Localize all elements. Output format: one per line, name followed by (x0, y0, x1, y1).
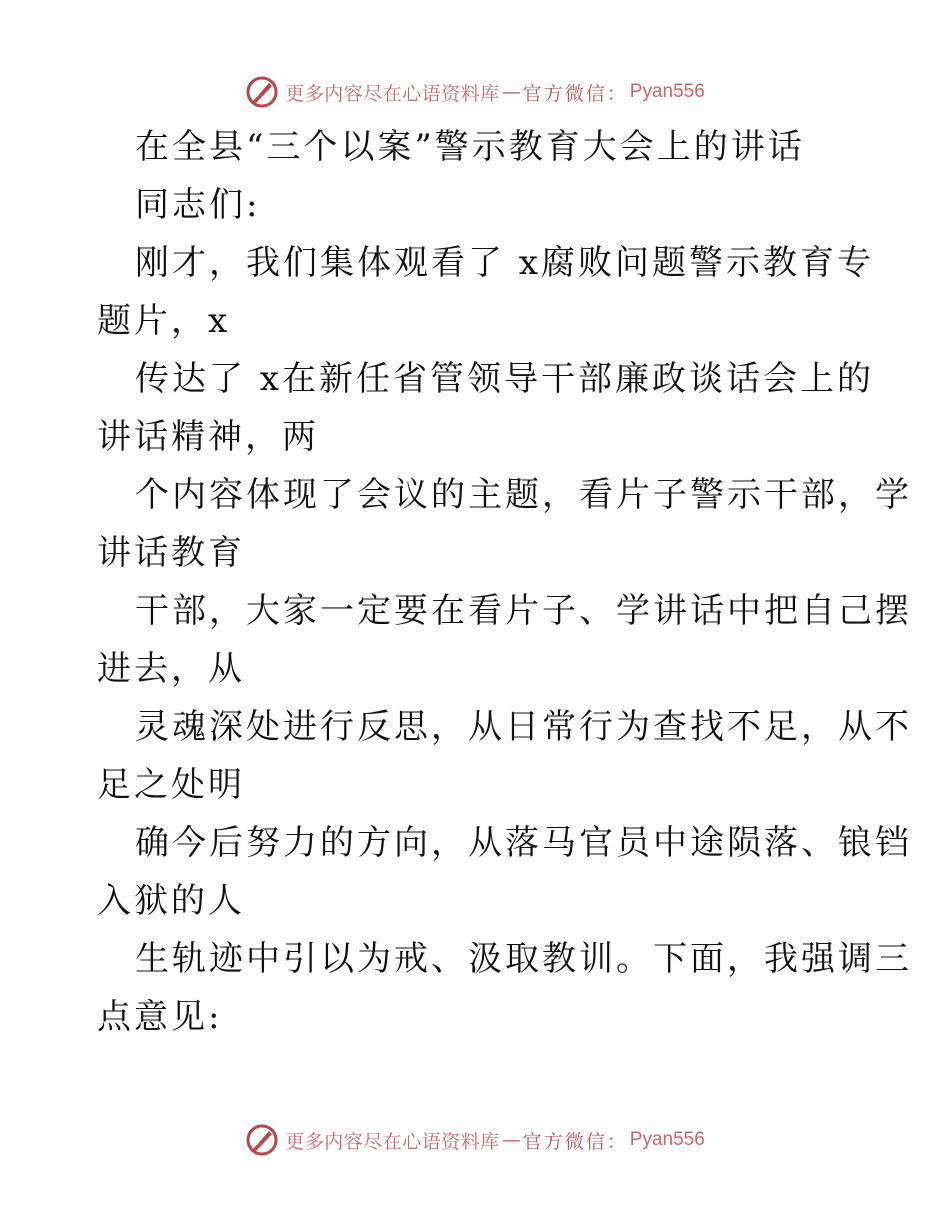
pen-logo-icon (245, 1123, 279, 1157)
paragraph-line: 入狱的人 (97, 881, 245, 921)
paragraph-line: 进去，从 (97, 649, 245, 689)
pen-logo-icon (245, 75, 279, 109)
paragraph-line: 生轨迹中引以为戒、汲取教训。下面，我强调三 (135, 939, 912, 979)
footer-watermark (0, 1120, 950, 1160)
salutation: 同志们: (135, 185, 261, 225)
watermark-secondary-text: 官方微信 (522, 82, 607, 105)
paragraph-line: 讲话教育 (97, 533, 245, 573)
paragraph-line: 干部，大家一定要在看片子、学讲话中把自己摆 (135, 591, 912, 631)
paragraph-line: 足之处明 (97, 765, 245, 805)
watermark-main-text: 更多内容尽在心语资料库 (285, 1130, 500, 1153)
paragraph-line: 确今后努力的方向，从落马官员中途陨落、锒铛 (135, 823, 912, 863)
header-watermark (0, 72, 950, 112)
watermark-dash: — (501, 81, 521, 103)
paragraph-line: 刚才，我们集体观看了 x腐败问题警示教育专 (135, 243, 874, 283)
watermark-dash: — (501, 1129, 521, 1151)
paragraph-line: 点意见: (97, 997, 223, 1037)
paragraph-line: 题片，x (97, 301, 231, 341)
watermark-colon: ： (606, 82, 626, 105)
watermark-main-text: 更多内容尽在心语资料库 (285, 82, 500, 105)
paragraph-line: 灵魂深处进行反思，从日常行为查找不足，从不 (135, 707, 912, 747)
watermark-colon: ： (606, 1130, 626, 1153)
document-title: 在全县“三个以案”警示教育大会上的讲话 (135, 127, 805, 167)
paragraph-line: 个内容体现了会议的主题，看片子警示干部，学 (135, 475, 912, 515)
paragraph-line: 讲话精神，两 (97, 417, 319, 457)
watermark-wechat-id: Pyan556 (629, 81, 705, 102)
watermark-wechat-id: Pyan556 (629, 1129, 705, 1150)
watermark-secondary-text: 官方微信 (522, 1130, 607, 1153)
document-body (97, 118, 912, 1046)
paragraph-line: 传达了 x在新任省管领导干部廉政谈话会上的 (135, 359, 874, 399)
